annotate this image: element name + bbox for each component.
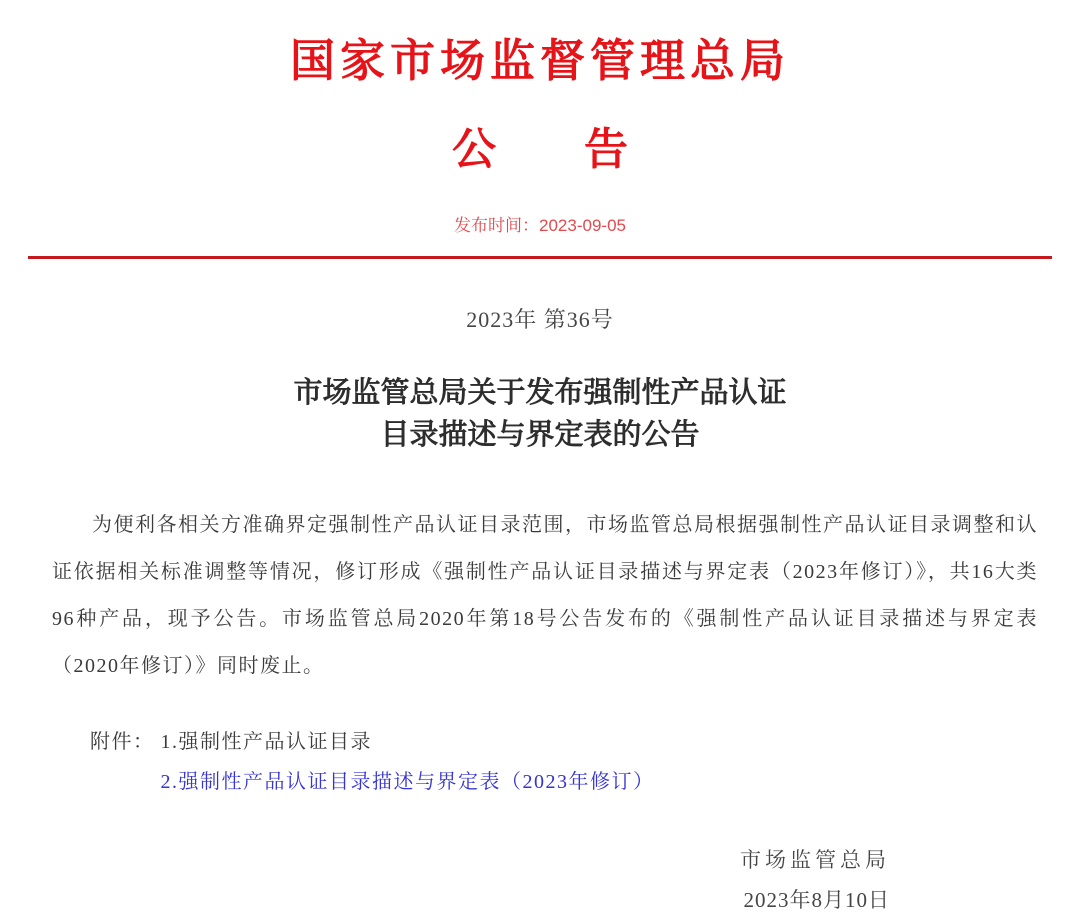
signature-block	[0, 844, 890, 914]
attachments-label: 附件：	[90, 731, 155, 753]
publish-date: 发布时间：2023-09-05	[454, 216, 626, 235]
attachments-list	[161, 722, 655, 802]
doc-number: 2023年 第36号	[466, 307, 614, 332]
signature-date: 2023年8月10日	[743, 888, 890, 912]
attachments-section	[90, 722, 1080, 802]
red-divider	[28, 256, 1052, 259]
notice-type-heading: 公 告	[452, 125, 628, 174]
agency-title: 国家市场监督管理总局	[289, 36, 790, 86]
signature-org: 市场监管总局	[740, 848, 890, 872]
attachment-item-1: 1.强制性产品认证目录	[160, 731, 372, 753]
doc-title-line-2: 目录描述与界定表的公告	[380, 419, 700, 451]
attachment-link-2[interactable]: 2.强制性产品认证目录描述与界定表（2023年修订）	[160, 771, 655, 793]
doc-title-line-1: 市场监管总局关于发布强制性产品认证	[293, 377, 787, 409]
doc-title	[0, 372, 1080, 456]
body-paragraph: 为便利各相关方准确界定强制性产品认证目录范围，市场监管总局根据强制性产品认证目录调整和认证依据相关标准调整等情况，修订形成《强制性产品认证目录描述与界定表（2023年修订）》，共16大类96种产品，现予公告。市场监管总局2020年第18号公告发布的《强制性产品认证目录描述与界定表（2020年修订）》同时废止。	[52, 514, 1038, 677]
